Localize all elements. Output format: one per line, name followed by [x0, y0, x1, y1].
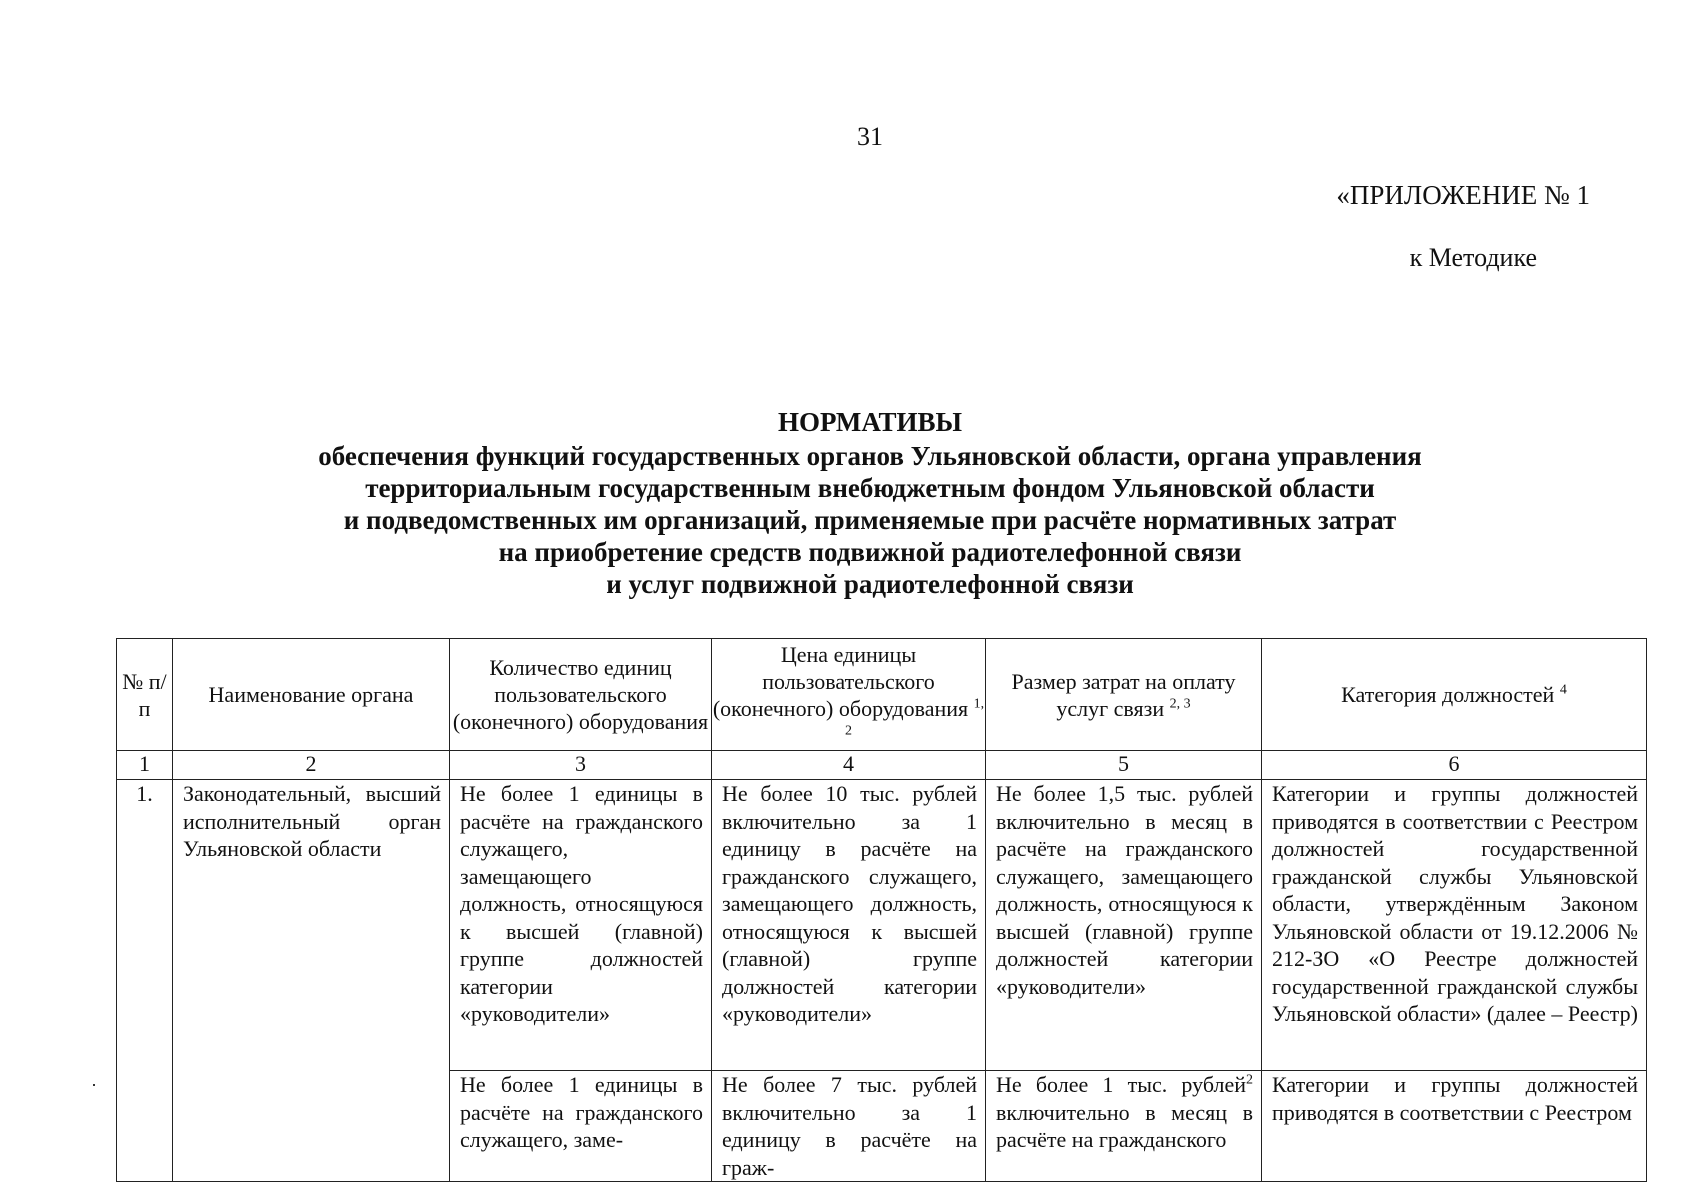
title-line: обеспечения функций государственных органов Ульяновской области, органа управления [318, 441, 1422, 471]
norms-table [116, 638, 1647, 1182]
title-heading: НОРМАТИВЫ [777, 407, 963, 437]
cost-text-rest: включительно в месяц в расчёте на гражданского [996, 1099, 1253, 1152]
quantity-cell: Не более 1 единицы в расчёте на гражданского служащего, замещающего должность, относящуюся к высшей (главной) группе должностей категории «руководители» [450, 780, 712, 1071]
header-cost-footnote: 2, 3 [1169, 696, 1191, 712]
column-number-row [117, 751, 1647, 780]
scan-speck [93, 1084, 95, 1086]
cost-footnote: 2 [1246, 1072, 1253, 1088]
category-cell: Категории и группы должностей приводятся в соответствии с Реестром [1262, 1071, 1647, 1182]
column-number: 2 [173, 751, 450, 780]
cost-cell: Не более 1,5 тыс. рублей включительно в месяц в расчёте на гражданского служащего, замещающего должность, относящуюся к высшей (главной) группе должностей категории «руководители» [986, 780, 1262, 1071]
column-number: 5 [986, 751, 1262, 780]
appendix-label: «ПРИЛОЖЕНИЕ № 1 [1336, 180, 1590, 210]
table-header-row [117, 639, 1647, 751]
quantity-cell: Не более 1 единицы в расчёте на гражданского служащего, заме- [450, 1071, 712, 1182]
header-price [712, 639, 986, 751]
header-cost [986, 639, 1262, 751]
document-title [220, 406, 1520, 600]
page-number: 31 [857, 122, 883, 151]
header-price-text: Цена единицы пользовательского (оконечного) оборудования [712, 641, 969, 721]
title-line: и подведомственных им организаций, применяемые при расчёте нормативных затрат [343, 505, 1397, 535]
header-organ: Наименование органа [173, 639, 450, 751]
column-number: 3 [450, 751, 712, 780]
price-cell: Не более 10 тыс. рублей включительно за 1 единицу в расчёте на гражданского служащего, замещающего должность, относящуюся к высшей (главной) группе должностей категории «руководители» [712, 780, 986, 1071]
cost-cell [986, 1071, 1262, 1182]
title-line: на приобретение средств подвижной радиотелефонной связи [498, 537, 1242, 567]
organ-name: Законодательный, высший исполнительный орган Ульяновской области [173, 780, 450, 1182]
cost-text: Не более 1 тыс. рублей [996, 1072, 1246, 1097]
title-line: территориальным государственным внебюджетным фондом Ульяновской области [365, 473, 1375, 503]
header-price-footnote: 1, 2 [845, 696, 985, 739]
header-category-text: Категория должностей [1341, 682, 1555, 707]
price-cell: Не более 7 тыс. рублей включительно за 1 единицу в расчёте на граж- [712, 1071, 986, 1182]
table-row [117, 780, 1647, 1071]
header-cost-text: Размер затрат на оплату услуг связи [1011, 668, 1236, 721]
title-line: и услуг подвижной радиотелефонной связи [606, 569, 1134, 599]
header-category [1262, 639, 1647, 751]
column-number: 6 [1262, 751, 1647, 780]
header-category-footnote: 4 [1559, 682, 1567, 698]
column-number: 1 [117, 751, 173, 780]
category-cell: Категории и группы должностей приводятся в соответствии с Реестром должностей государственной гражданской службы Ульяновской области, утверждённым Законом Ульяновской области от 19.12.2006 № 212-ЗО «О Реестре должностей государственной гражданской службы Ульяновской области» (далее – Реестр) [1262, 780, 1647, 1071]
appendix-subtitle: к Методике [1409, 243, 1537, 272]
column-number: 4 [712, 751, 986, 780]
header-no: № п/п [117, 639, 173, 751]
header-quantity: Количество единиц пользовательского (оконечного) оборудования [450, 639, 712, 751]
row-number: 1. [117, 780, 173, 1182]
